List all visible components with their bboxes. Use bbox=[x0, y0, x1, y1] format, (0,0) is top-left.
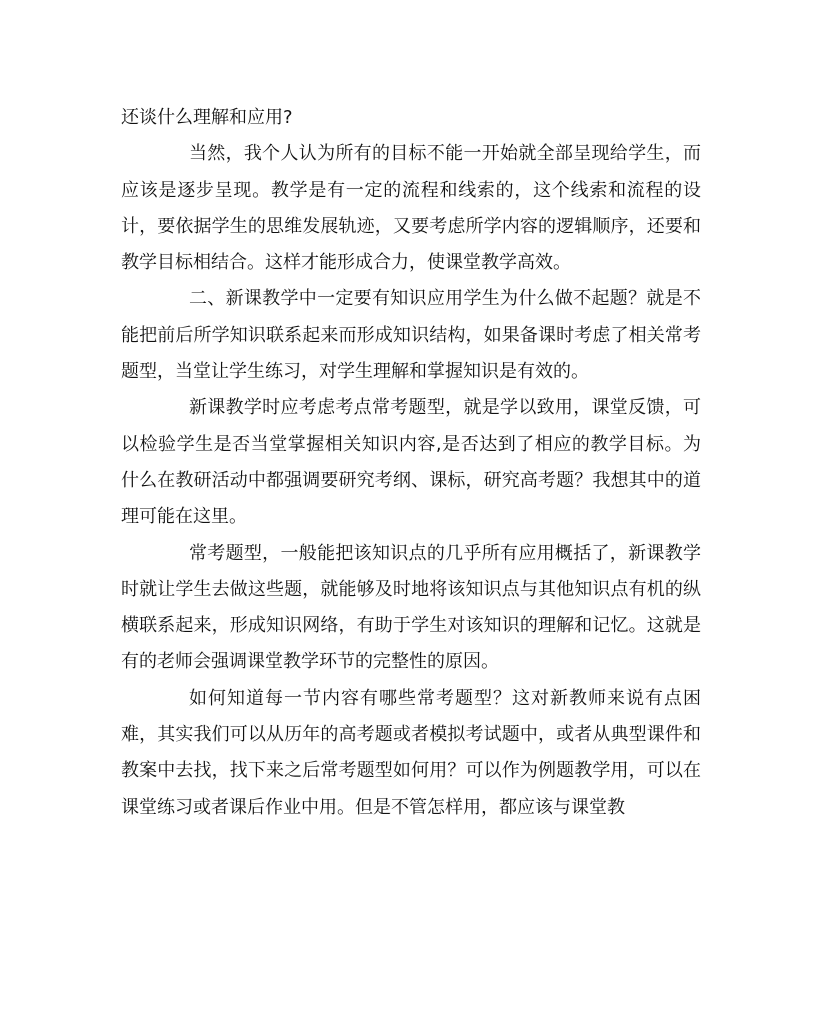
body-text bbox=[121, 100, 701, 826]
paragraph-exam-points: 新课教学时应考虑考点常考题型，就是学以致用，课堂反馈，可以检验学生是否当堂掌握相关知识内容,是否达到了相应的教学目标。为什么在教研活动中都强调要研究考纲、课标，研究高考题？我想其中的道理可能在这里。 bbox=[121, 397, 701, 528]
paragraph-continuation: 还谈什么理解和应用? bbox=[121, 107, 293, 128]
paragraph-common-questions: 常考题型，一般能把该知识点的几乎所有应用概括了，新课教学时就让学生去做这些题，就能够及时地将该知识点与其他知识点有机的纵横联系起来，形成知识网络，有助于学生对该知识的理解和记忆。这就是有的老师会强调课堂教学环节的完整性的原因。 bbox=[121, 542, 701, 673]
paragraph-finding-questions: 如何知道每一节内容有哪些常考题型？这对新教师来说有点困难，其实我们可以从历年的高考题或者模拟考试题中，或者从典型课件和教案中去找，找下来之后常考题型如何用？可以作为例题教学用，可以在课堂练习或者课后作业中用。但是不管怎样用，都应该与课堂教 bbox=[121, 687, 701, 818]
paragraph-knowledge-application: 二、新课教学中一定要有知识应用学生为什么做不起题？就是不能把前后所学知识联系起来而形成知识结构，如果备课时考虑了相关常考题型，当堂让学生练习，对学生理解和掌握知识是有效的。 bbox=[121, 288, 701, 383]
paragraph-goals: 当然，我个人认为所有的目标不能一开始就全部呈现给学生，而应该是逐步呈现。教学是有一定的流程和线索的，这个线索和流程的设计，要依据学生的思维发展轨迹，又要考虑所学内容的逻辑顺序，还要和教学目标相结合。这样才能形成合力，使课堂教学高效。 bbox=[121, 143, 701, 274]
